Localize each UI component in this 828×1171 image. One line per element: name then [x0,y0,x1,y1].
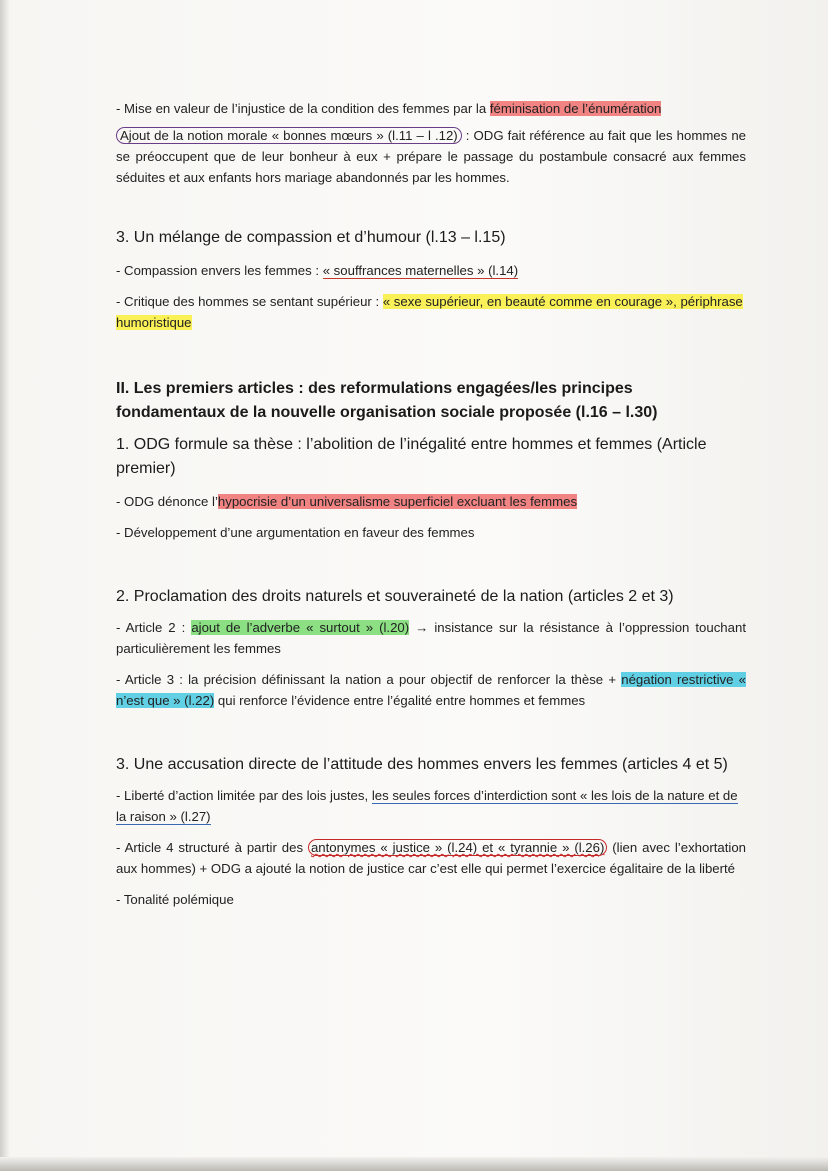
text: : ODG fait référence au fait que les hommes ne se préoccupent que de leur bonheur à eux + prépare le passage du postambule consacré aux femmes séduites et aux enfants hors mariage abandonnés par les hommes. [116,128,746,185]
part-title: II. Les premiers articles : des reformulations engagées/les principes fondamentaux de la nouvelle organisation sociale proposée (l.16 – l.30) [116,380,658,421]
underline-red: « souffrances maternelles » (l.14) [322,263,519,278]
text: qui renforce l’évidence entre l’égalité entre hommes et femmes [214,693,586,708]
highlight-red: hypocrisie d’un universalisme superficiel excluant les femmes [217,494,578,509]
section-title-compassion: 3. Un mélange de compassion et d’humour (l.13 – l.15) [116,229,506,246]
text: - Critique des hommes se sentant supérieur : [116,294,383,309]
text: - Liberté d’action limitée par des lois justes, [116,788,372,803]
bullet-article-3 [116,669,746,711]
bullet-critique [116,291,746,333]
underline-blue: les seules forces d’interdiction sont « les lois de la nature et de la raison » (l.27) [116,788,738,824]
text: - Article 4 structuré à partir des [116,840,308,855]
bullet-article-4 [116,837,746,879]
page-edge [0,1157,828,1171]
paragraph-bonnes-moeurs [116,125,746,188]
bullet-liberte [116,785,746,827]
bullet-tonalite: - Tonalité polémique [116,892,234,907]
highlight-blue: négation restrictive « n’est que » (l.22) [116,672,746,708]
circled-text-red: antonymes « justice » (l.24) et « tyrannie » (l.26) [308,839,607,856]
bullet-argumentation: - Développement d’une argumentation en faveur des femmes [116,525,475,540]
text: → insistance sur la résistance à l’oppression touchant particulièrement les femmes [116,620,746,656]
highlight-green: ajout de l’adverbe « surtout » (l.20) [191,620,410,635]
text: (lien avec l’exhortation aux hommes) + ODG a ajouté la notion de justice car c’est elle qui permet l’exercice égalitaire de la liberté [116,840,746,876]
bullet-compassion [116,260,746,281]
paragraph-feminisation [116,98,746,119]
text: - ODG dénonce l’ [116,494,218,509]
circled-text: Ajout de la notion morale « bonnes mœurs » (l.11 – l .12) [116,127,462,144]
section-title-accusation: 3. Une accusation directe de l’attitude des hommes envers les femmes (articles 4 et 5) [116,756,728,773]
text: - Article 2 : [116,620,192,635]
highlight-yellow: « sexe supérieur, en beauté comme en courage », périphrase humoristique [116,294,743,330]
highlight-red: féminisation de l’énumération [489,101,662,116]
text: - Mise en valeur de l’injustice de la condition des femmes par la [116,101,490,116]
text: - Compassion envers les femmes : [116,263,323,278]
text: - Article 3 : la précision définissant la nation a pour objectif de renforcer la thèse + [116,672,622,687]
bullet-article-2 [116,617,746,659]
bullet-hypocrisie [116,491,746,512]
document-body [116,98,746,920]
section-title-these: 1. ODG formule sa thèse : l’abolition de l’inégalité entre hommes et femmes (Article premier) [116,436,707,477]
section-title-proclamation: 2. Proclamation des droits naturels et souveraineté de la nation (articles 2 et 3) [116,588,674,605]
